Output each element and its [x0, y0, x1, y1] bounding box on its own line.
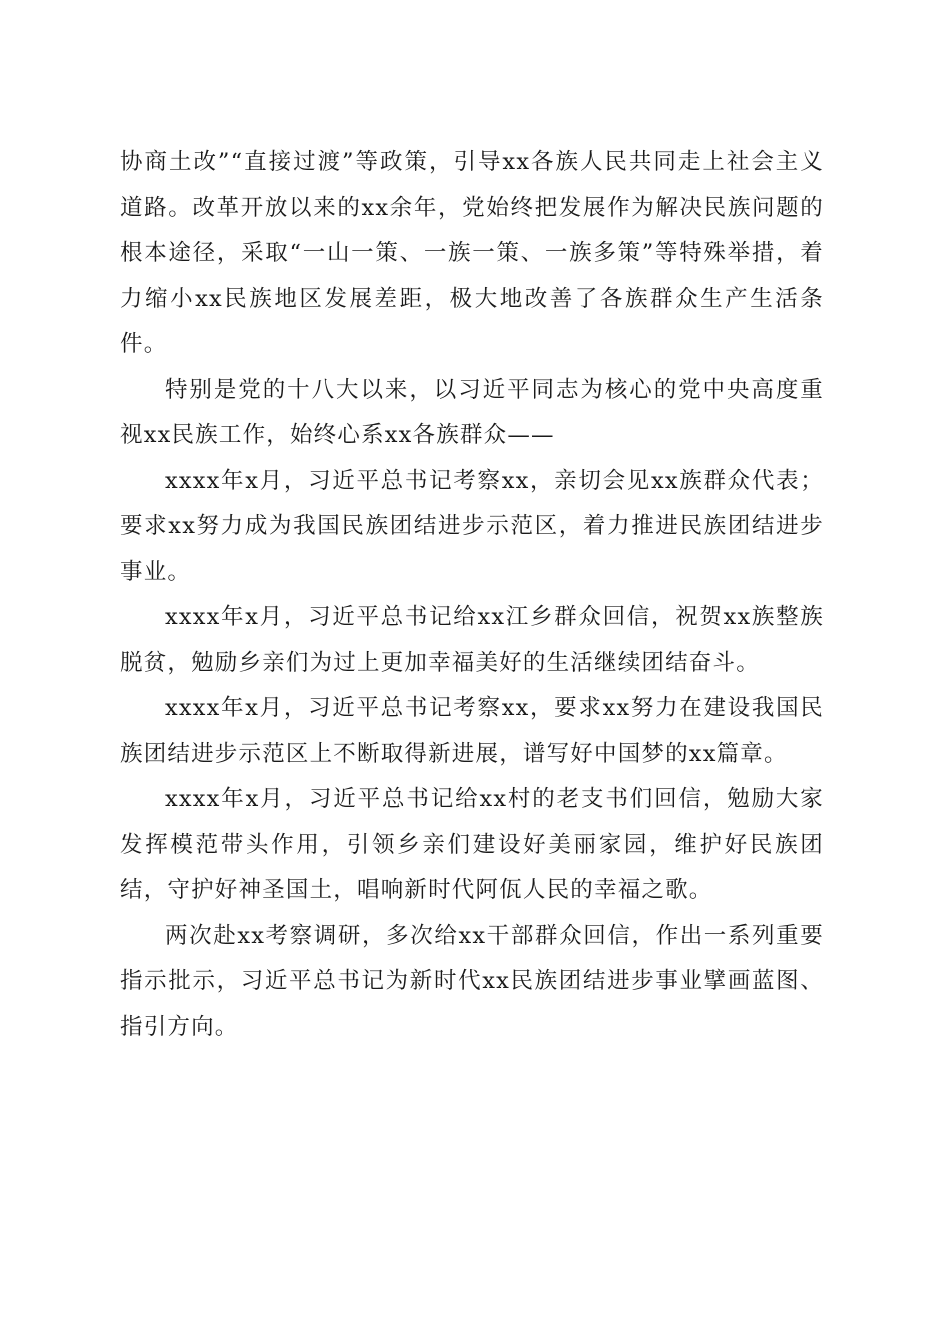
paragraph-reply-letter-village: xxxx年x月，习近平总书记给xx村的老支书们回信，勉励大家发挥模范带头作用，引领乡亲们建设好美丽家园，维护好民族团结，守护好神圣国土，唱响新时代阿佤人民的幸福之歌。 [120, 786, 824, 903]
paragraph-second-inspection: xxxx年x月，习近平总书记考察xx，要求xx努力在建设我国民族团结进步示范区上不断取得新进展，谱写好中国梦的xx篇章。 [120, 695, 824, 767]
paragraph-first-inspection: xxxx年x月，习近平总书记考察xx，亲切会见xx族群众代表；要求xx努力成为我国民族团结进步示范区，着力推进民族团结进步事业。 [120, 467, 824, 585]
paragraph-reply-letter-poverty: xxxx年x月，习近平总书记给xx江乡群众回信，祝贺xx族整族脱贫，勉励乡亲们为过上更加幸福美好的生活继续团结奋斗。 [120, 604, 824, 676]
document-body [120, 140, 824, 1050]
paragraph-summary: 两次赴xx考察调研，多次给xx干部群众回信，作出一系列重要指示批示，习近平总书记为新时代xx民族团结进步事业擘画蓝图、指引方向。 [120, 922, 824, 1040]
paragraph-continuation: 协商土改”“直接过渡”等政策，引导xx各族人民共同走上社会主义道路。改革开放以来的xx余年，党始终把发展作为解决民族问题的根本途径，采取“一山一策、一族一策、一族多策”等特殊举措，着力缩小xx民族地区发展差距，极大地改善了各族群众生产生活条件。 [120, 149, 824, 357]
paragraph-since-18th-congress: 特别是党的十八大以来，以习近平同志为核心的党中央高度重视xx民族工作，始终心系xx各族群众—— [120, 376, 824, 448]
